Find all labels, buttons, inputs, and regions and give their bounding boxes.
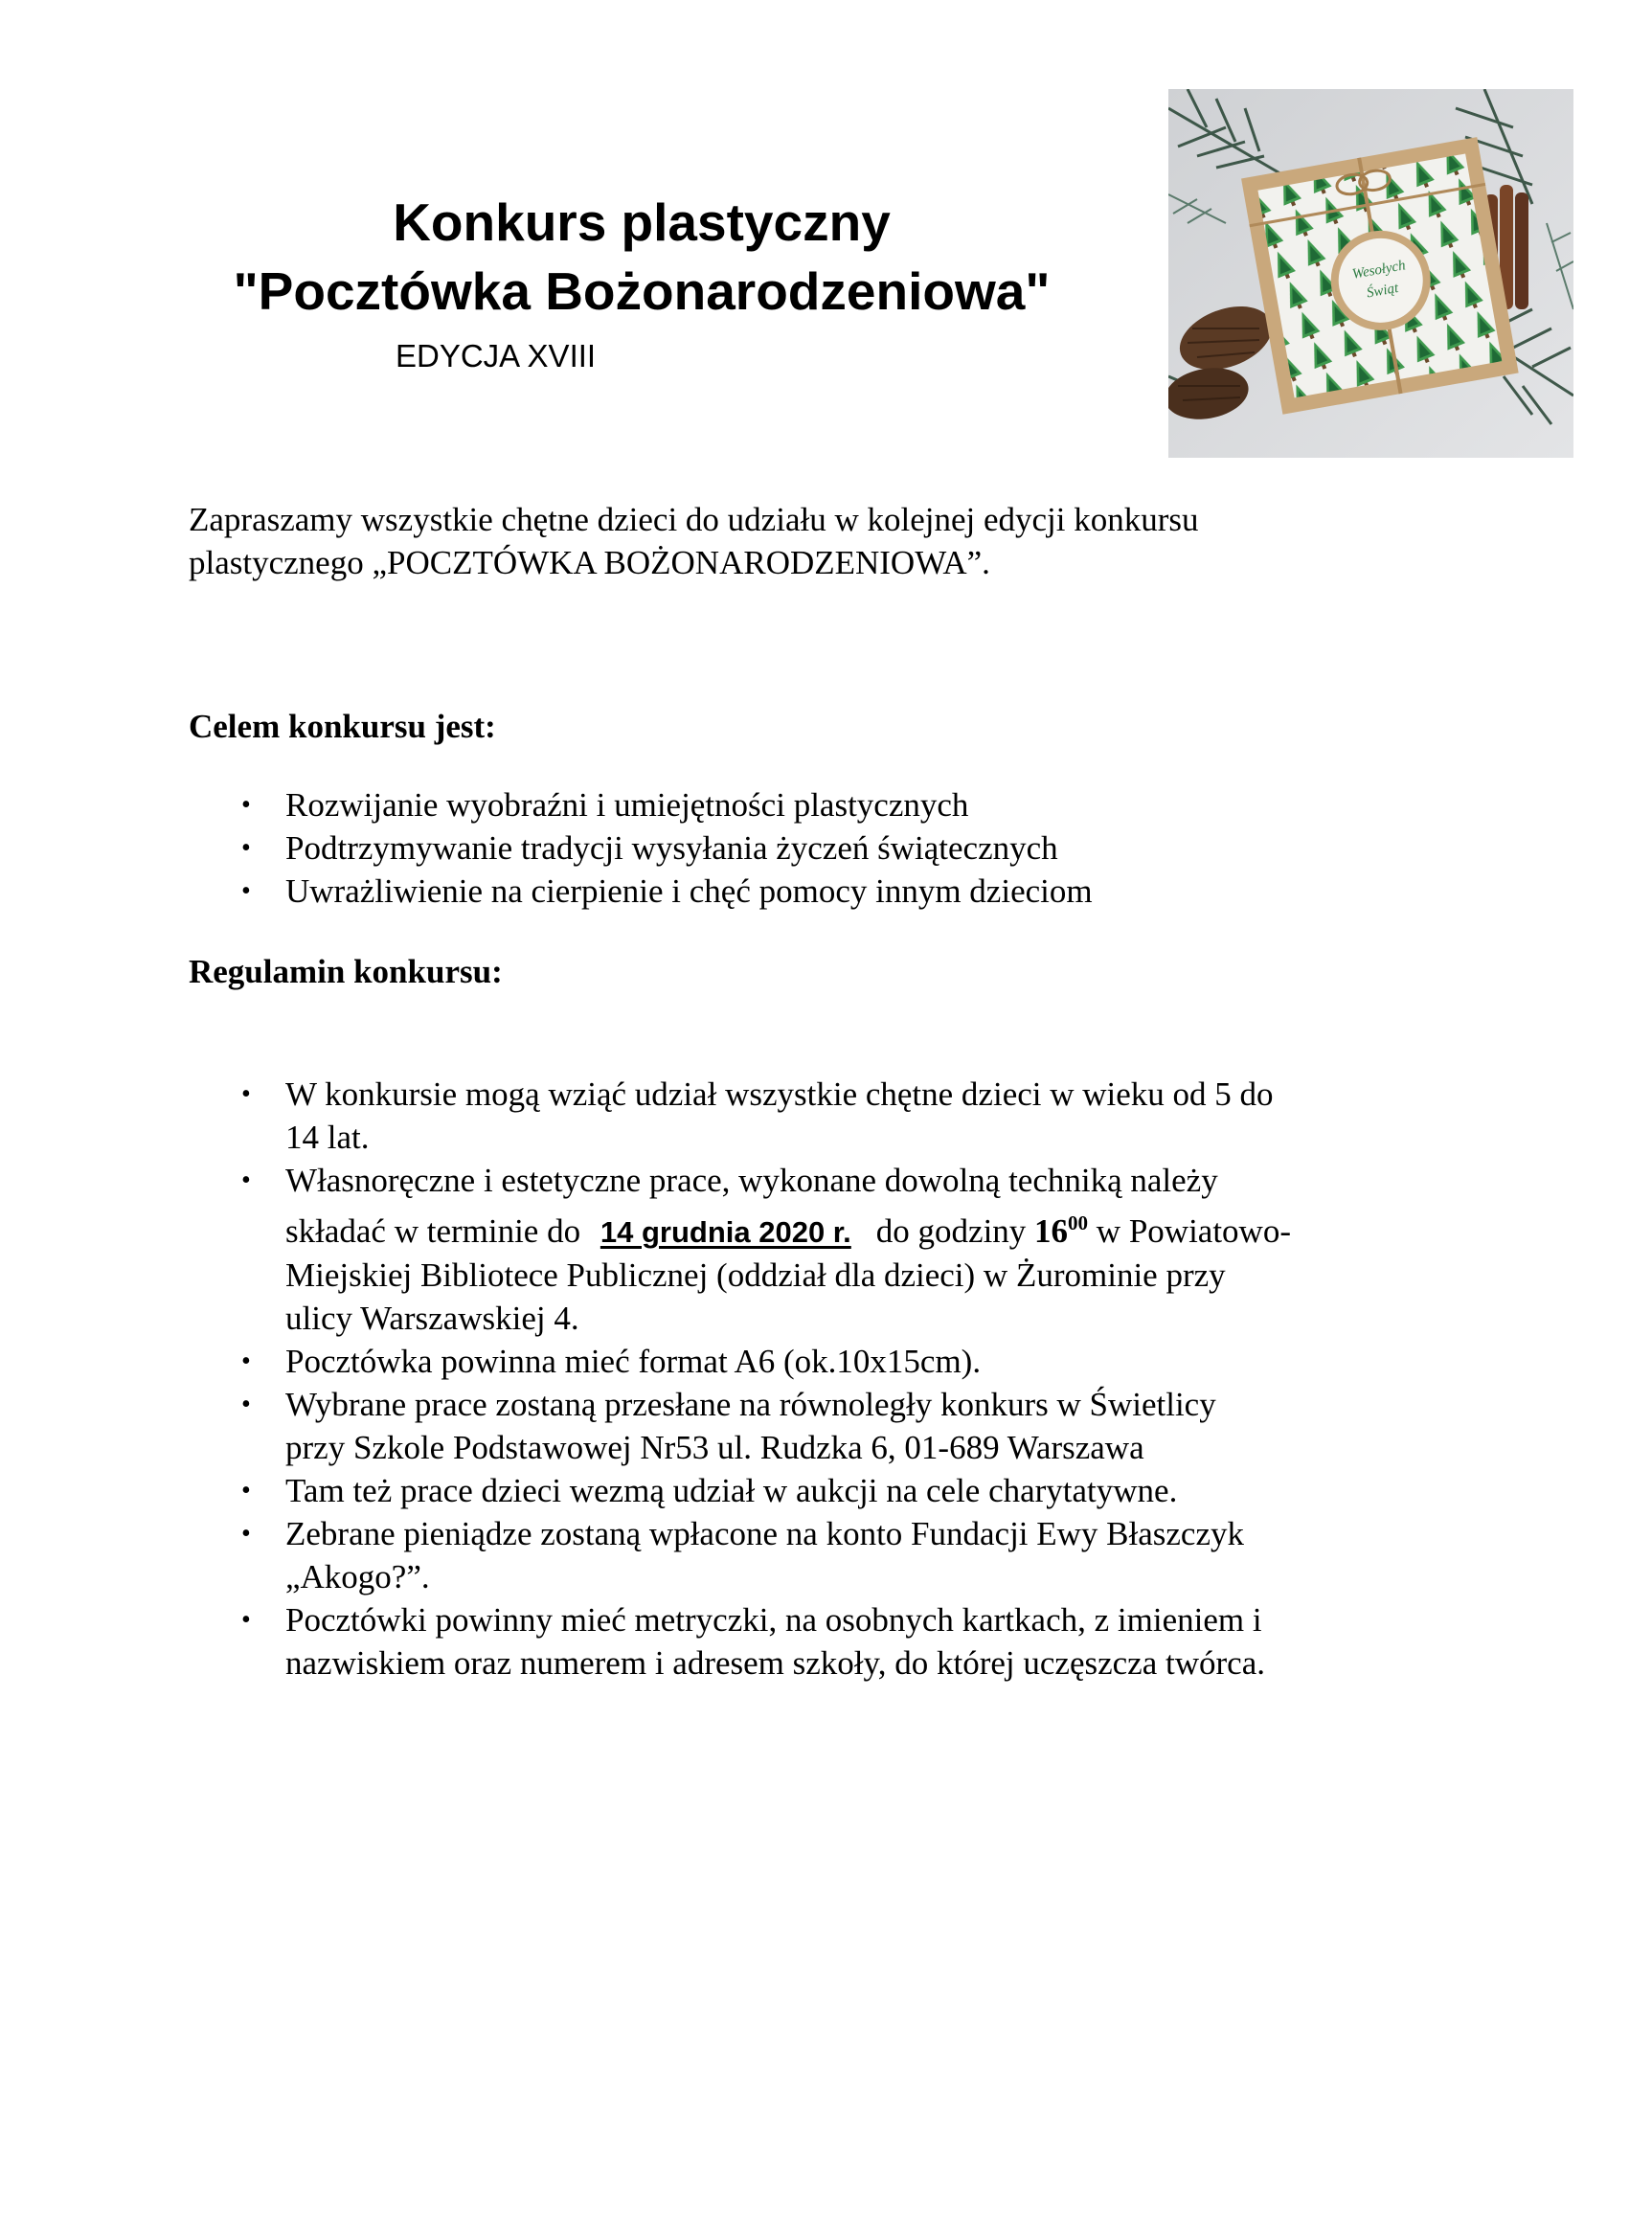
deadline-line: składać w terminie do 14 grudnia 2020 r. do godziny $16^{00}$ w Powiatowo- (285, 1211, 1291, 1250)
list-item: • W konkursie mogą wziąć udział wszystkie chętne dzieci w wieku od 5 do 14 lat. (0, 1073, 1291, 1159)
deadline-minutes: 00 (1068, 1211, 1089, 1234)
intro-line-1: Zapraszamy wszystkie chętne dzieci do udziału w kolejnej edycji konkursu (189, 501, 1199, 538)
rules-heading: Regulamin konkursu: (189, 953, 503, 990)
card-greeting-line-2: Świąt (1365, 280, 1400, 302)
christmas-card-illustration (1168, 89, 1573, 458)
deadline-date: 14 grudnia 2020 r. (600, 1215, 851, 1249)
title-line-2: "Pocztówka Bożonarodzeniowa" (233, 261, 1051, 321)
bullet-icon: • (241, 1605, 251, 1635)
bullet-icon: • (241, 1165, 251, 1195)
goals-heading: Celem konkursu jest: (189, 708, 496, 745)
list-item: • Własnoręczne i estetyczne prace, wykonane dowolną techniką należy składać w terminie do 14 grudnia 2020 r. do godziny $16^{00}$ w Powiatowo- Miejskiej Bibliotece Publicznej (oddział dla dzieci) w Żurominie przy ulicy Warszawskiej 4. (0, 1159, 1291, 1340)
list-item: • Uwrażliwienie na cierpienie i chęć pomocy innym dzieciom (0, 870, 1093, 913)
list-item: • Pocztówki powinny mieć metryczki, na osobnych kartkach, z imieniem i nazwiskiem oraz numerem i adresem szkoły, do której uczęszcza twórca. (0, 1598, 1291, 1685)
bullet-icon: • (241, 790, 251, 820)
bullet-icon: • (241, 1390, 251, 1419)
list-item: • Tam też prace dzieci wezmą udział w aukcji na cele charytatywne. (0, 1469, 1291, 1512)
list-item: • Pocztówka powinna mieć format A6 (ok.10x15cm). (0, 1340, 1291, 1383)
title-line-1: Konkurs plastyczny (393, 192, 891, 252)
rules-list (0, 1073, 1291, 1685)
bullet-icon: • (241, 1079, 251, 1109)
list-item: • Zebrane pieniądze zostaną wpłacone na konto Fundacji Ewy Błaszczyk „Akogo?”. (0, 1512, 1291, 1598)
bullet-icon: • (241, 1476, 251, 1505)
card-greeting-line-1: Wesołych (1350, 258, 1407, 283)
goals-list (0, 783, 1093, 913)
edition-label: EDYCJA XVIII (396, 338, 597, 373)
list-item: • Rozwijanie wyobraźni i umiejętności plastycznych (0, 783, 1093, 826)
bullet-icon: • (241, 1519, 251, 1549)
christmas-card-photo (1168, 89, 1573, 458)
bullet-icon: • (241, 1346, 251, 1376)
intro-paragraph (189, 498, 1434, 584)
list-item: • Wybrane prace zostaną przesłane na równoległy konkurs w Świetlicy przy Szkole Podstawowej Nr53 ul. Rudzka 6, 01-689 Warszawa (0, 1383, 1291, 1469)
deadline-hour: 16 (1034, 1212, 1069, 1250)
list-item: • Podtrzymywanie tradycji wysyłania życzeń świątecznych (0, 826, 1093, 870)
bullet-icon: • (241, 833, 251, 863)
bullet-icon: • (241, 876, 251, 906)
intro-line-2: plastycznego „POCZTÓWKA BOŻONARODZENIOWA”. (189, 544, 990, 581)
page-title (144, 188, 1140, 326)
